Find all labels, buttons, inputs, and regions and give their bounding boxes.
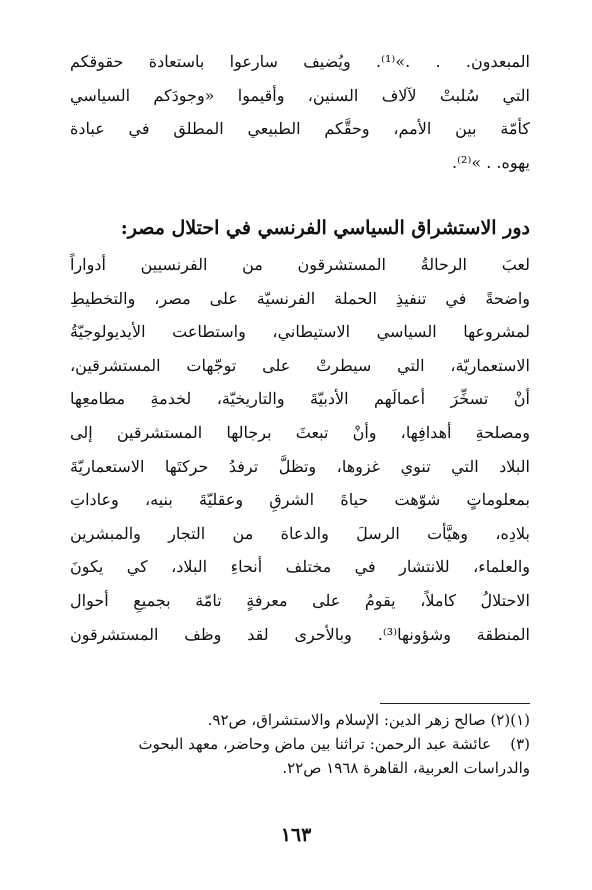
text-line: لمشروعها السياسي الاستيطاني، واستطاعت الأيديولوجيّةُ bbox=[70, 322, 530, 342]
text-line: البلاد التي تنوي غزوها، وتظلَّ ترفدُ حركتَها الاستعماريّةَ bbox=[70, 456, 530, 476]
footnote-3-continuation: والدراسات العربية، القاهرة ١٩٦٨ ص٢٢. bbox=[282, 759, 530, 777]
text-line: بلادِه، وهيَّأت الرسلَ والدعاة من التجار والمبشرين bbox=[70, 523, 530, 543]
text-line: المبعدون. . .»⁽¹⁾. ويُضيف سارعوا باستعادة حقوقكم bbox=[70, 52, 530, 71]
intro-paragraph bbox=[70, 52, 530, 186]
footnote-divider bbox=[380, 703, 530, 704]
text-line: أنْ تسخِّرَ أعمالَهم الأدبيّةَ والتاريخيّة، لخدمةِ مطامعِها bbox=[70, 389, 530, 409]
section-heading: دور الاستشراق السياسي الفرنسي في احتلال مصر: bbox=[120, 217, 530, 239]
text-line: التي سُلبتْ لآلاف السنين، وأقيموا «وجودَكم السياسي bbox=[70, 85, 530, 105]
footnote-text: عائشة عبد الرحمن: تراثنا بين ماض وحاضر، معهد البحوث bbox=[138, 735, 492, 753]
text-line: يهوه. . »⁽²⁾. bbox=[452, 152, 530, 172]
text-line: بمعلوماتٍ شوّهت حياةَ الشرقِ وعقليّةَ بنيه، وعاداتِ bbox=[70, 490, 530, 510]
footnote-3 bbox=[70, 732, 530, 756]
text-line: لعبَ الرحالةُ المستشرقون من الفرنسيين أدواراً bbox=[70, 255, 530, 274]
text-line: واضحةً في تنفيذِ الحملة الفرنسيّة على مصر، والتخطيطِ bbox=[70, 288, 530, 308]
footnote-text: صالح زهر الدين: الإسلام والاستشراق، ص٩٢. bbox=[207, 711, 486, 729]
footnote-marker: (٣) bbox=[510, 735, 530, 753]
text-line: الاحتلالُ كاملاً، يقومُ على معرفةٍ تامّة بجميعِ أحوال bbox=[70, 590, 530, 610]
text-line: والعلماء، للانتشار في مختلف أنحاءِ البلاد، كي يكونَ bbox=[70, 557, 530, 577]
page-number: ١٦٣ bbox=[280, 824, 312, 846]
text-line: ومصلحةِ أهدافِها، وأنْ تبعثَ برجالها المستشرقين إلى bbox=[70, 422, 530, 442]
text-line: المنطقة وشؤونها⁽³⁾. وبالأحرى لقد وظف المستشرقون bbox=[70, 624, 530, 644]
footnotes bbox=[70, 708, 530, 780]
text-line: الاستعماريّة، التي سيطرتْ على توجّهات المستشرقين، bbox=[70, 355, 530, 375]
footnote-marker: (١)(٢) bbox=[490, 711, 530, 729]
footnote-1-2 bbox=[70, 708, 530, 732]
text-line: كأمّة بين الأمم، وحقَّكم الطبيعي المطلق في عبادة bbox=[70, 119, 530, 139]
body-paragraph bbox=[70, 255, 530, 658]
